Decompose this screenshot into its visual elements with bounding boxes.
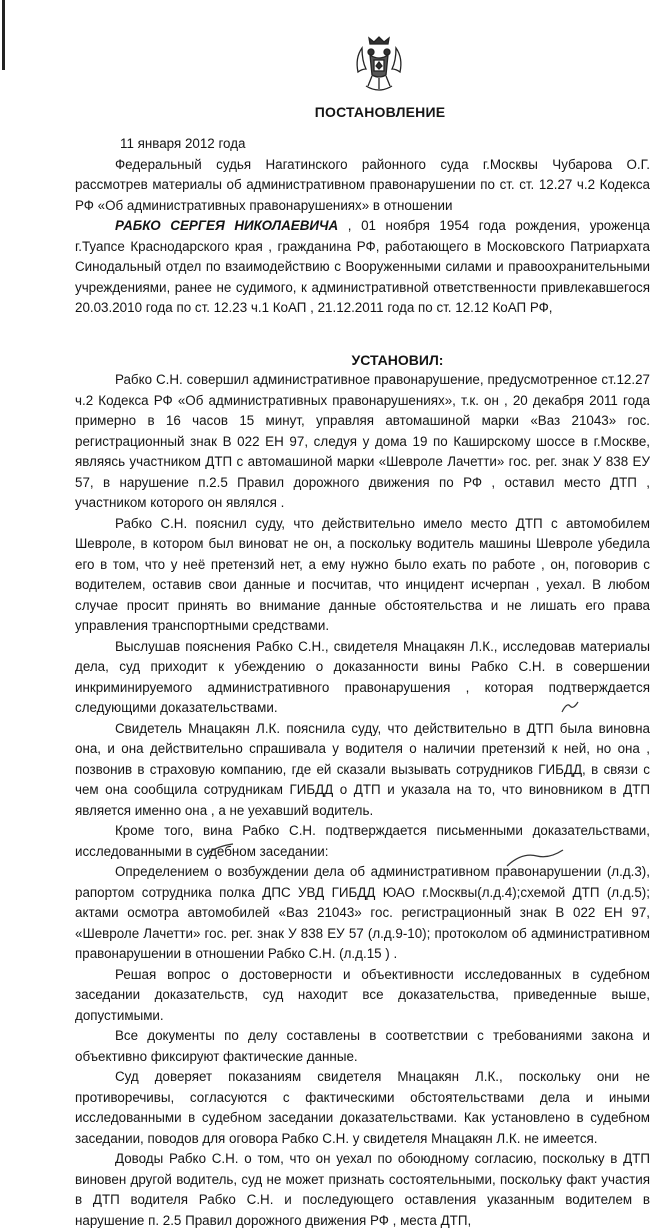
body-paragraph: Кроме того, вина Рабко С.Н. подтверждается письменными доказательствами, исследованными в судебном заседании: [75, 823, 650, 859]
body-paragraph: Решая вопрос о достоверности и объективности исследованных в судебном заседании доказательств, суд находит все доказательства, приведенные выше, допустимыми. [75, 966, 650, 1023]
section-heading: УСТАНОВИЛ: [351, 351, 444, 368]
body-paragraph: Все документы по делу составлены в соответствии с требованиями закона и объективно фиксируют фактические данные. [75, 1028, 650, 1064]
body-paragraph: Выслушав пояснения Рабко С.Н., свидетеля Мнацакян Л.К., исследовав материалы дела, суд приходит к убеждению о доказанности вины Рабко С.Н. в совершении инкриминируемого административного правонарушения , которая подтверждается следующими доказательствами. [75, 638, 650, 715]
document-title-text: ПОСТАНОВЛЕНИЕ [314, 104, 446, 120]
document-date: 11 января 2012 года [120, 136, 246, 151]
body-paragraph: Рабко С.Н. пояснил суду, что действительно имело место ДТП с автомобилем Шевроле, в котором был виноват не он, а поскольку водитель машины Шевроле убедила его в том, что у неё претензий нет, а ему нужно было ехать по работе , он, поговорив с водителем, оставив свои данные и посчитав, что инцидент исчерпан , уехал. В любом случае просит принять во внимание данные обстоятельства и не лишать его права управления транспортными средствами. [75, 515, 650, 633]
body-paragraph: Доводы Рабко С.Н. о том, что он уехал по обоюдному согласию, поскольку в ДТП виновен другой водитель, суд не может признать состоятельными, поскольку факт участия в ДТП водителя Рабко С.Н. и последующего оставления указанным водителем в нарушение п. 2.5 Правил дорожного движения РФ , места ДТП, [75, 1151, 650, 1228]
intro-paragraph: Федеральный судья Нагатинского районного суда г.Москвы Чубарова О.Г. рассмотрев материалы об административном правонарушении по ст. ст. 12.27 ч.2 Кодекса РФ «Об административных правонарушениях» в отношении [75, 156, 650, 213]
body-paragraph: Определением о возбуждении дела об административном правонарушении (л.д.3), рапортом сотрудника полка ДПС УВД ГИБДД ЮАО г.Москвы(л.д.4);схемой ДТП (л.д.5); актами осмотра автомобилей «Ваз 21043» гос. регистрационный знак В 022 ЕН 97, «Шевроле Лачетти» гос. рег. знак У 838 ЕУ 57 (л.д.9-10); протоколом об административном правонарушении в отношении Рабко С.Н. (л.д.15 ) . [75, 864, 650, 961]
pen-scribble-mark [205, 842, 235, 856]
coat-of-arms-emblem [352, 34, 406, 94]
defendant-paragraph [75, 216, 650, 319]
defendant-details: , 01 ноября 1954 года рождения, уроженца г.Туапсе Краснодарского края , гражданина РФ, работающего в Московского Патриархата Синодальный отдел по взаимодействию с Вооруженными силами и правоохранительными учреждениями, ранее не судимого, к административной ответственности привлекавшегося 20.03.2010 года по ст. 12.23 ч.1 КоАП , 21.12.2011 года по ст. 12.12 КоАП РФ, [75, 218, 650, 315]
document-title [0, 104, 650, 120]
document-body [75, 134, 650, 1231]
body-paragraph: Свидетель Мнацакян Л.К. пояснила суду, что действительно в ДТП была виновна она, и она действительно спрашивала у водителя о наличии претензий к ней, но она , позвонив в страховую компанию, где ей сказали вызывать сотрудников ГИБДД, в связи с чем она сообщила сотрудникам ГИБДД о ДТП и указала на то, что виновником в ДТП является именно она , а не уехавший водитель. [75, 720, 650, 818]
pen-scribble-mark [560, 700, 580, 714]
body-paragraph: Рабко С.Н. совершил административное правонарушение, предусмотренное ст.12.27 ч.2 Кодекса РФ «Об административных правонарушениях», т.к. он , 20 декабря 2011 года примерно в 16 часов 15 минут, управляя автомашиной марки «Ваз 21043» гос. регистрационный знак В 022 ЕН 97, следуя у дома 19 по Каширскому шоссе в г.Москве, являясь участником ДТП с автомашиной марки «Шевроле Лачетти» гос. рег. знак У 838 ЕУ 57, в нарушение п.2.5 Правил дорожного движения по РФ , оставил место ДТП , участником которого он являлся . [75, 372, 650, 510]
defendant-name: РАБКО СЕРГЕЯ НИКОЛАЕВИЧА [115, 218, 339, 233]
pen-scribble-mark [505, 848, 565, 870]
scan-edge-mark [2, 0, 5, 70]
body-paragraph: Суд доверяет показаниям свидетеля Мнацакян Л.К., поскольку они не противоречивы, согласуются с фактическими обстоятельствами дела и иными исследованными в судебном заседании доказательствами. Как установлено в судебном заседании, поводов для оговора Рабко С.Н. у свидетеля Мнацакян Л.К. не имеется. [75, 1069, 650, 1146]
